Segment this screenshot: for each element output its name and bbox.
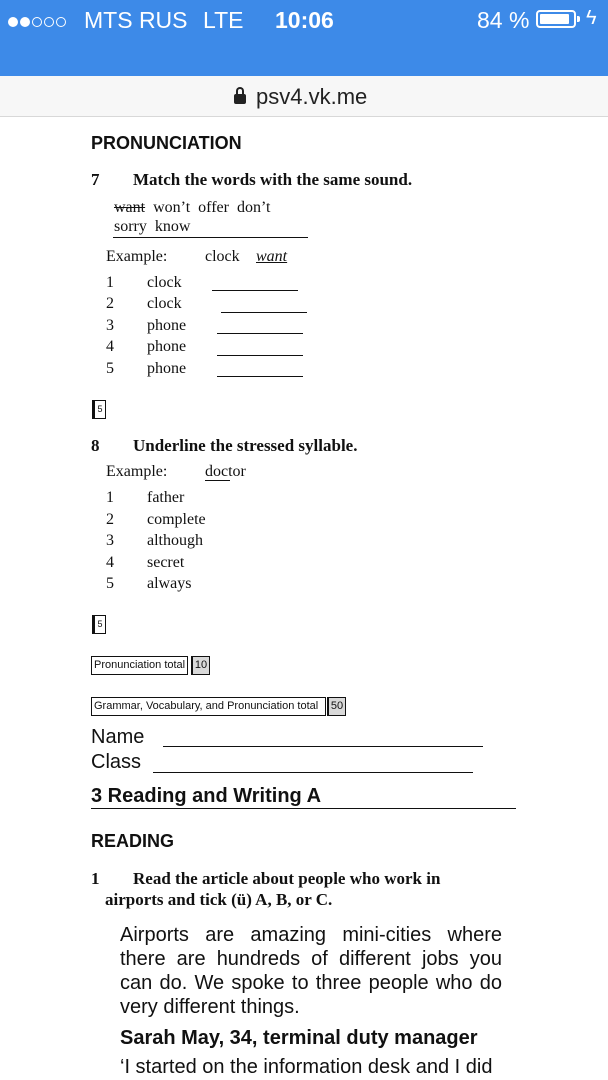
reading-exercise-1-number: 1 — [91, 869, 100, 888]
url-text[interactable]: psv4.vk.me — [256, 84, 368, 109]
score-box: 5 — [92, 400, 106, 419]
charging-icon: ϟ — [586, 7, 597, 29]
item-number: 1 — [106, 489, 114, 506]
item-word[interactable]: always — [147, 575, 192, 592]
name-label: Name — [91, 726, 145, 748]
word-bank-word: offer — [198, 199, 229, 216]
gvp-total-value: 50 — [327, 697, 346, 716]
answer-blank[interactable] — [212, 290, 298, 291]
word-bank-word: sorry — [114, 218, 147, 235]
example-word: clock — [205, 248, 240, 265]
status-bar — [0, 0, 608, 76]
exercise-8-number: 8 — [91, 436, 100, 455]
answer-blank[interactable] — [217, 333, 303, 334]
item-number: 2 — [106, 295, 114, 312]
item-number: 3 — [106, 317, 114, 334]
word-bank-line-2 — [114, 218, 190, 236]
item-word[interactable]: although — [147, 532, 203, 549]
carrier-name: MTS RUS — [84, 7, 188, 33]
class-label: Class — [91, 751, 142, 773]
name-field[interactable] — [163, 746, 483, 747]
section-title: 3 Reading and Writing A — [91, 785, 322, 807]
paragraph-line: Airports are amazing mini-cities where — [120, 924, 502, 946]
pronunciation-total-label: Pronunciation total — [91, 656, 188, 675]
item-word[interactable]: secret — [147, 554, 185, 571]
word-bank-line-1 — [114, 199, 270, 217]
article-subheading: Sarah May, 34, terminal duty manager — [120, 1027, 478, 1049]
exercise-7-instruction: Match the words with the same sound. — [133, 170, 413, 189]
lock-icon — [234, 87, 246, 104]
example-label: Example: — [106, 248, 168, 265]
item-number: 4 — [106, 554, 114, 571]
paragraph-line: very different things. — [120, 996, 300, 1018]
item-word[interactable]: father — [147, 489, 185, 506]
word-bank-word: know — [154, 218, 191, 235]
clock-time: 10:06 — [275, 7, 334, 33]
word-bank-word: won’t — [153, 199, 191, 216]
word-bank-underline — [113, 237, 308, 238]
item-word: clock — [147, 274, 182, 291]
signal-strength-icon — [8, 14, 68, 32]
section-heading-reading: READING — [91, 831, 175, 851]
pronunciation-total-value: 10 — [191, 656, 210, 675]
article-intro-paragraph — [120, 923, 502, 1019]
item-word: phone — [147, 317, 187, 334]
article-quote-line: ‘I started on the information desk and I did — [120, 1056, 493, 1078]
item-word: phone — [147, 338, 187, 355]
item-word: phone — [147, 360, 187, 377]
word-bank-word: don’t — [236, 199, 271, 216]
stressed-syllable-underline — [205, 480, 230, 481]
answer-blank[interactable] — [217, 376, 303, 377]
battery-icon — [536, 10, 576, 28]
item-number: 3 — [106, 532, 114, 549]
example-answer: want — [256, 248, 288, 265]
paragraph-line: can do. We spoke to three people who do — [120, 972, 502, 994]
example-word: doctor — [205, 463, 246, 480]
example-label: Example: — [106, 463, 168, 480]
score-box: 5 — [92, 615, 106, 634]
word-bank-word: want — [114, 199, 146, 216]
reading-exercise-1-instruction-line-1: Read the article about people who work in — [133, 869, 441, 888]
answer-blank[interactable] — [217, 355, 303, 356]
section-title-rule — [91, 808, 516, 809]
item-number: 1 — [106, 274, 114, 291]
gvp-total-label: Grammar, Vocabulary, and Pronunciation total — [91, 697, 326, 716]
exercise-7-number: 7 — [91, 170, 100, 189]
network-type: LTE — [203, 7, 244, 33]
paragraph-line: there are hundreds of different jobs you — [120, 948, 502, 970]
battery-percentage: 84 % — [477, 7, 530, 33]
reading-exercise-1-instruction-line-2: airports and tick (ü) A, B, or C. — [105, 890, 333, 909]
item-number: 2 — [106, 511, 114, 528]
item-number: 5 — [106, 360, 114, 377]
class-field[interactable] — [153, 772, 473, 773]
item-number: 5 — [106, 575, 114, 592]
item-word[interactable]: complete — [147, 511, 206, 528]
item-word: clock — [147, 295, 182, 312]
section-heading-pronunciation: PRONUNCIATION — [91, 133, 242, 153]
answer-blank[interactable] — [221, 312, 307, 313]
exercise-8-instruction: Underline the stressed syllable. — [133, 436, 358, 455]
item-number: 4 — [106, 338, 114, 355]
